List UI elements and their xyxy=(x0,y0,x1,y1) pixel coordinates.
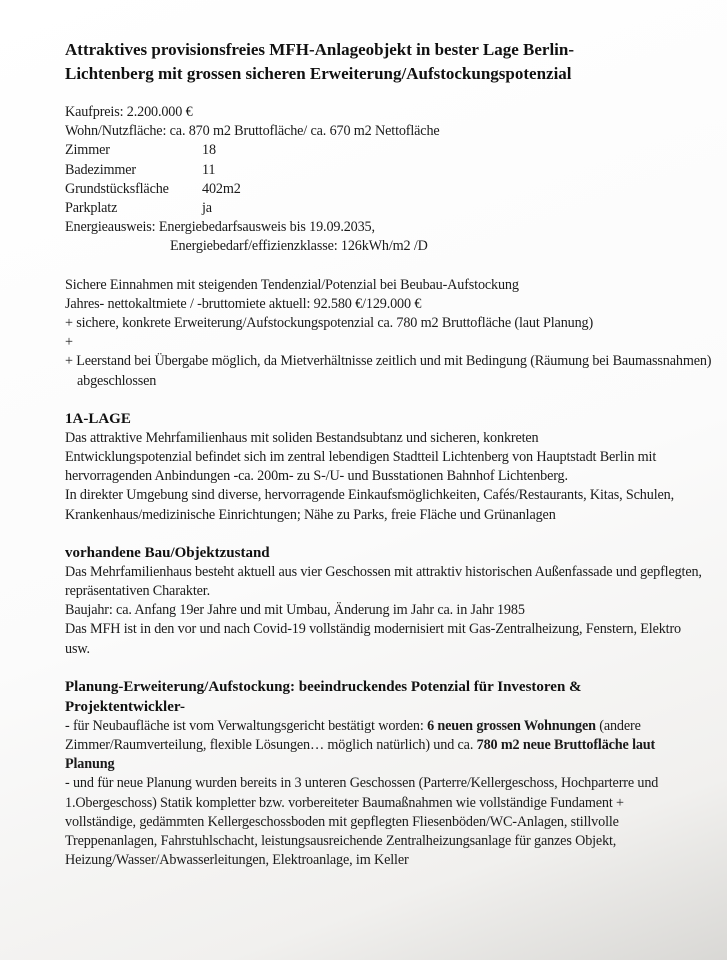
text-run-bold: 780 m2 neue Bruttofläche laut Planung xyxy=(65,737,656,773)
fact-row xyxy=(65,141,715,160)
fact-label: Zimmer xyxy=(65,142,110,159)
text-run: (andere Zimmer/Raumverteilung, flexible Lösungen… möglich natürlich) und ca. xyxy=(65,717,641,754)
fact-value: 11 xyxy=(202,161,216,178)
fact-value: ja xyxy=(202,200,212,217)
paragraph: Das attraktive Mehrfamilienhaus mit soliden Bestandsubtanz und sicheren, konkreten Entwicklungspotenzial befindet sich im zentral lebendigen Stadtteil Lichtenberg von Hauptstadt Berlin mit hervorragenden Anbindungen -ca. 200m- zu S-/U- und Busstationen Bahnhof Lichtenberg. xyxy=(65,429,657,485)
income-line: + xyxy=(65,334,73,351)
income-line: + sichere, konkrete Erweiterung/Aufstockungspotenzial ca. 780 m2 Bruttofläche (laut Planung) xyxy=(65,315,594,332)
wohnflaeche: Wohn/Nutzfläche: ca. 870 m2 Bruttofläche/ ca. 670 m2 Nettofläche xyxy=(65,123,440,140)
zustand-section xyxy=(65,543,715,659)
section-heading: vorhandene Bau/Objektzustand xyxy=(65,544,270,561)
fact-value: 402m2 xyxy=(202,180,241,197)
fact-label: Badezimmer xyxy=(65,161,136,178)
energie-label: Energieausweis: xyxy=(65,219,156,236)
paragraph xyxy=(65,717,690,775)
fact-value: 18 xyxy=(202,142,216,159)
document-title: Attraktives provisionsfreies MFH-Anlageobjekt in bester Lage Berlin-Lichtenberg mit grossen sicheren Erweiterung/Aufstockungspotenzial xyxy=(65,40,575,83)
fact-label: Grundstücksfläche xyxy=(65,180,169,197)
fact-row xyxy=(65,161,715,180)
fact-label: Parkplatz xyxy=(65,200,118,217)
paragraph: In direkter Umgebung sind diverse, hervorragende Einkaufsmöglichkeiten, Cafés/Restaurants, Kitas, Schulen, Krankenhaus/medizinische Einrichtungen; Nähe zu Parks, freie Fläche und Grünanlagen xyxy=(65,487,674,523)
energie-value-1: Energiebedarfsausweis bis 19.09.2035, xyxy=(158,219,375,236)
text-run-bold: 6 neuen grossen Wohnungen xyxy=(427,717,596,734)
paragraph: Das MFH ist in den vor und nach Covid-19 vollständig modernisiert mit Gas-Zentralheizung, Fenstern, Elektro usw. xyxy=(65,621,681,657)
income-line: Jahres- nettokaltmiete / -bruttomiete aktuell: 92.580 €/129.000 € xyxy=(65,295,422,312)
document-page xyxy=(65,38,715,871)
facts-section xyxy=(65,103,715,257)
lage-section xyxy=(65,409,715,525)
paragraph: Das Mehrfamilienhaus besteht aktuell aus vier Geschossen mit attraktiv historischen Außenfassade und gepflegten, repräsentativen Charakter. xyxy=(65,563,702,600)
income-section xyxy=(65,276,715,391)
planung-section xyxy=(65,677,715,871)
section-heading: 1A-LAGE xyxy=(65,410,131,427)
income-line: Sichere Einnahmen mit steigenden Tendenzial/Potenzial bei Beubau-Aufstockung xyxy=(65,276,519,293)
text-run: - für Neubaufläche ist vom Verwaltungsgericht bestätigt worden: xyxy=(65,717,428,734)
paragraph: - und für neue Planung wurden bereits in 3 unteren Geschossen (Parterre/Kellergeschoss, Hochparterre und 1.Obergeschoss) Statik kompletter bzw. vorbereiteter Baumaßnahmen wie vollständige Fundament + vollständige, gedämmten Kellergeschossboden mit gepflegten Fliesenböden/WC-Anlagen, stillvolle Treppenanlagen, Fahrstuhlschacht, leistungsausreichende Zentralheizungsanlage für ganzes Objekt, Heizung/Wasser/Abwasserleitungen, Elektroanlage, im Keller xyxy=(65,775,659,869)
energie-value-2: Energiebedarf/effizienzklasse: 126kWh/m2 /D xyxy=(170,238,428,255)
fact-row xyxy=(65,180,715,199)
energie-row xyxy=(65,218,715,237)
section-heading: Planung-Erweiterung/Aufstockung: beeindruckendes Potenzial für Investoren & Projektentwickler- xyxy=(65,678,582,715)
paragraph: Baujahr: ca. Anfang 19er Jahre und mit Umbau, Änderung im Jahr ca. in Jahr 1985 xyxy=(65,602,525,619)
fact-row xyxy=(65,199,715,218)
kaufpreis: Kaufpreis: 2.200.000 € xyxy=(65,104,193,120)
income-line: + Leerstand bei Übergabe möglich, da Mietverhältnisse zeitlich und mit Bedingung (Räumung bei Baumassnahmen) abgeschlossen xyxy=(65,353,712,389)
